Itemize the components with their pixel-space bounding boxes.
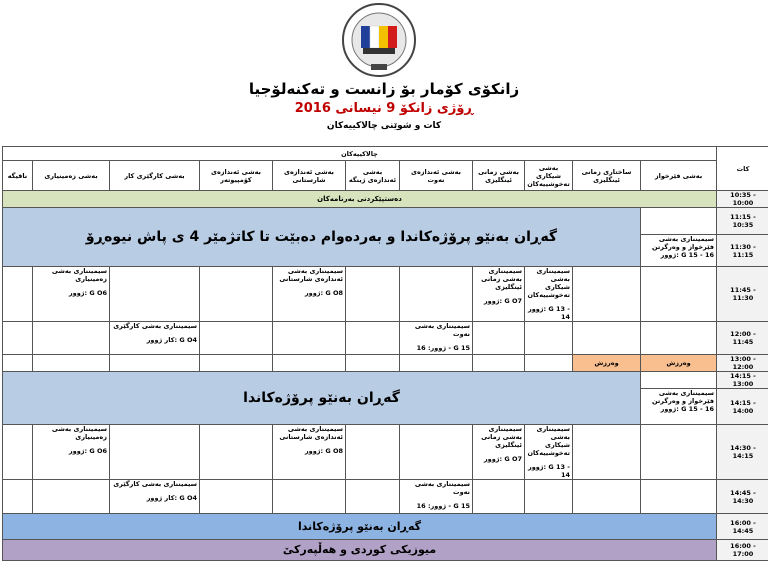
- column-header-lab: ناقیگە: [3, 161, 33, 191]
- empty-cell: [573, 267, 641, 322]
- seminar-diagnostics: سیمینناری بەشی شیكاری تەخوشییەكان ژوور: G 13 - 14: [525, 267, 573, 322]
- seminar-petroleum: سیمینناری بەشی نەوت ژوور: 16 - G 15: [400, 480, 473, 514]
- empty-cell: [110, 267, 200, 322]
- seminar-english: سیمینناری بەشی زمانی ئینگلیزی ژوور: G O7: [473, 425, 525, 480]
- empty-cell: [200, 355, 273, 372]
- activities-header: چالاكییەكان: [3, 147, 717, 161]
- time-cell: 16:00 - 17:00: [717, 540, 768, 561]
- empty-cell: [400, 267, 473, 322]
- time-cell: 11:30 - 11:15: [717, 235, 768, 267]
- empty-cell: [273, 322, 346, 355]
- empty-cell: [400, 355, 473, 372]
- event-title: ڕۆژی زانكۆ 9 نیسانی 2016: [0, 101, 768, 117]
- empty-cell: [346, 425, 400, 480]
- column-header-computer: بەشی ئەندازەی كۆمپیوتەر: [200, 161, 273, 191]
- empty-cell: [473, 480, 525, 514]
- empty-cell: [573, 425, 641, 480]
- empty-cell: [573, 322, 641, 355]
- empty-cell: [33, 322, 110, 355]
- project-tour-long: گەڕان بەنێو پرۆژەكاندا و بەردەوام دەبێت تا كاتژمێر 4 ی پاش نیوەڕۆ: [3, 208, 641, 267]
- seminar-geology: سیمینناری بەشی زەمینیاری ژوور: G O6: [33, 425, 110, 480]
- empty-cell: [110, 425, 200, 480]
- empty-cell: [3, 425, 33, 480]
- opening-row: دەستپێكردنی بەرنامەكان: [3, 191, 717, 208]
- empty-cell: [273, 355, 346, 372]
- time-cell: 14:15 - 13:00: [717, 372, 768, 389]
- empty-cell: [573, 480, 641, 514]
- time-cell: 12:00 - 11:45: [717, 322, 768, 355]
- column-header-english-structure: ساختاری زمانی ئینگلیزی: [573, 161, 641, 191]
- empty-cell: [473, 322, 525, 355]
- break-cell: وەرزش: [573, 355, 641, 372]
- seminar-petroleum: سیمینناری بەشی نەوت ژوور: 16 - G 15: [400, 322, 473, 355]
- empty-cell: [346, 480, 400, 514]
- empty-cell: [641, 372, 717, 389]
- empty-cell: [641, 322, 717, 355]
- project-tour: گەڕان بەنێو پرۆژەكاندا: [3, 372, 641, 425]
- empty-cell: [33, 355, 110, 372]
- empty-cell: [525, 322, 573, 355]
- column-header-geology: بەشی زەمینیاری: [33, 161, 110, 191]
- time-cell: 11:45 - 11:30: [717, 267, 768, 322]
- empty-cell: [400, 425, 473, 480]
- empty-cell: [346, 267, 400, 322]
- seminar-english: سیمینناری بەشی زمانی ئینگلیزی ژوور: G O7: [473, 267, 525, 322]
- time-cell: 10:35 - 10:00: [717, 191, 768, 208]
- column-header-student: بەشی فێرخواز: [641, 161, 717, 191]
- empty-cell: [473, 355, 525, 372]
- empty-cell: [273, 480, 346, 514]
- seminar-civil: سیمینناری بەشی ئەندازەی شارستانی ژوور: G O8: [273, 267, 346, 322]
- empty-cell: [641, 208, 717, 235]
- empty-cell: [641, 480, 717, 514]
- empty-cell: [3, 267, 33, 322]
- time-cell: 13:00 - 12:00: [717, 355, 768, 372]
- empty-cell: [346, 355, 400, 372]
- column-header-environment: بەشی ئەندازەی ژینگە: [346, 161, 400, 191]
- project-tour-final: گەڕان بەنێو پرۆژەكاندا: [3, 514, 717, 540]
- column-header-petroleum: بەشی ئەندازەی نەوت: [400, 161, 473, 191]
- seminar-student: سیمینناری بەشی فێرخواز و وەرگرتن ژوور: G 15 - 16: [641, 235, 717, 267]
- break-cell: وەرزش: [641, 355, 717, 372]
- seminar-diagnostics: سیمینناری بەشی شیكاری تەخوشییەكان ژوور: G 13 - 14: [525, 425, 573, 480]
- empty-cell: [3, 480, 33, 514]
- music-row: میوزیكی كوردی و هەڵپەركێ: [3, 540, 717, 561]
- time-cell: 11:15 - 10:35: [717, 208, 768, 235]
- column-header-business: بەشی كارگێری كار: [110, 161, 200, 191]
- empty-cell: [200, 480, 273, 514]
- time-cell: 16:00 - 14:45: [717, 514, 768, 540]
- schedule-table: [2, 146, 768, 561]
- university-title: زانكۆی كۆمار بۆ زانست و تەكنەلۆجیا: [0, 80, 768, 98]
- empty-cell: [3, 355, 33, 372]
- column-header-diagnostics: بەشی شیكاری تەخوشییەكان: [525, 161, 573, 191]
- column-header-civil: بەشی ئەندازەی شارستانی: [273, 161, 346, 191]
- time-cell: 14:45 - 14:30: [717, 480, 768, 514]
- empty-cell: [200, 425, 273, 480]
- seminar-student: سیمینناری بەشی فێرخواز و وەرگرتن ژوور: G 15 - 16: [641, 389, 717, 425]
- seminar-business: سیمینناری بەشی كارگێری كار ژوور: G O4: [110, 322, 200, 355]
- empty-cell: [641, 267, 717, 322]
- time-header: كات: [717, 147, 768, 191]
- column-header-english: بەشی زمانی ئینگلیزی: [473, 161, 525, 191]
- empty-cell: [33, 480, 110, 514]
- empty-cell: [200, 322, 273, 355]
- time-cell: 14:15 - 14:00: [717, 389, 768, 425]
- empty-cell: [525, 355, 573, 372]
- empty-cell: [641, 425, 717, 480]
- empty-cell: [200, 267, 273, 322]
- seminar-civil: سیمینناری بەشی ئەندازەی شارستانی ژوور: G O8: [273, 425, 346, 480]
- university-logo: [333, 2, 425, 78]
- empty-cell: [3, 322, 33, 355]
- schedule-subtitle: كات و شوێنی چالاكییەكان: [0, 120, 768, 132]
- empty-cell: [525, 480, 573, 514]
- empty-cell: [110, 355, 200, 372]
- seminar-business: سیمینناری بەشی كارگێری كار ژوور: G O4: [110, 480, 200, 514]
- empty-cell: [346, 322, 400, 355]
- seminar-geology: سیمینناری بەشی زەمینیاری ژوور: G O6: [33, 267, 110, 322]
- time-cell: 14:30 - 14:15: [717, 425, 768, 480]
